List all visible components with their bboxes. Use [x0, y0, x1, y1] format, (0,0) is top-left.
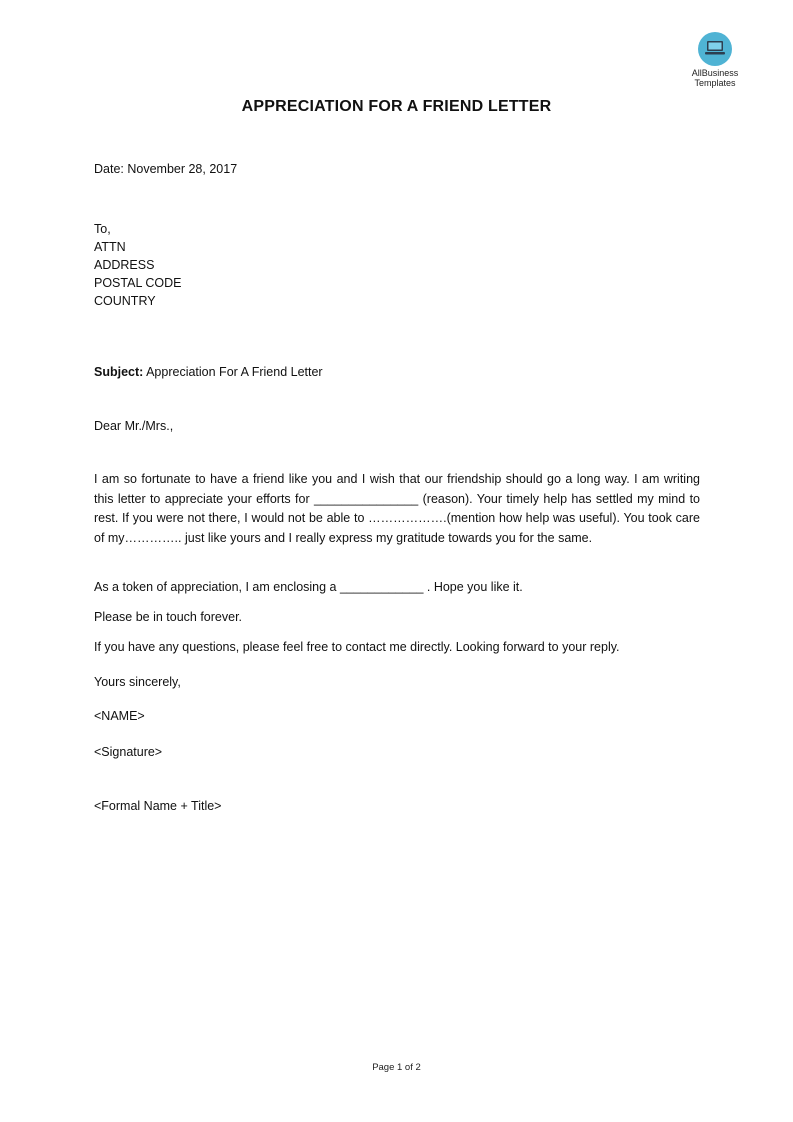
page-footer: Page 1 of 2 — [372, 1062, 421, 1073]
touch-line: Please be in touch forever. — [94, 610, 243, 624]
letter-date: Date: November 28, 2017 — [94, 162, 238, 176]
laptop-icon — [698, 32, 732, 66]
allbusiness-logo — [676, 32, 754, 88]
logo-text-line2: Templates — [694, 78, 736, 88]
subject-line — [94, 363, 700, 381]
address-line: ATTN — [94, 240, 126, 254]
address-line: To, — [94, 222, 111, 236]
name-placeholder: <NAME> — [94, 709, 145, 723]
address-line: POSTAL CODE — [94, 276, 182, 290]
letter-title: APPRECIATION FOR A FRIEND LETTER — [241, 98, 552, 115]
closing: Yours sincerely, — [94, 675, 181, 689]
formal-name-placeholder: <Formal Name + Title> — [94, 799, 222, 813]
questions-line: If you have any questions, please feel free to contact me directly. Looking forward to your reply. — [94, 640, 620, 654]
body-paragraph: I am so fortunate to have a friend like you and I wish that our friendship should go a long way. I am writing this letter to appreciate your efforts for _______________ (reason). Your timely help has settled my mind to rest. If you were not there, I would not be able to ……………….(mention how help was useful). You took care of my………….. just like yours and I really express my gratitude towards you for the same. — [94, 472, 700, 545]
salutation: Dear Mr./Mrs., — [94, 419, 174, 433]
address-line: ADDRESS — [94, 258, 155, 272]
token-line: As a token of appreciation, I am enclosing a ____________ . Hope you like it. — [94, 580, 523, 594]
subject-label: Subject: — [94, 365, 144, 379]
address-line: COUNTRY — [94, 294, 156, 308]
subject-text: Appreciation For A Friend Letter — [143, 365, 323, 379]
recipient-address — [94, 220, 700, 310]
logo-text-line1: AllBusiness — [691, 68, 739, 78]
signature-placeholder: <Signature> — [94, 745, 163, 759]
